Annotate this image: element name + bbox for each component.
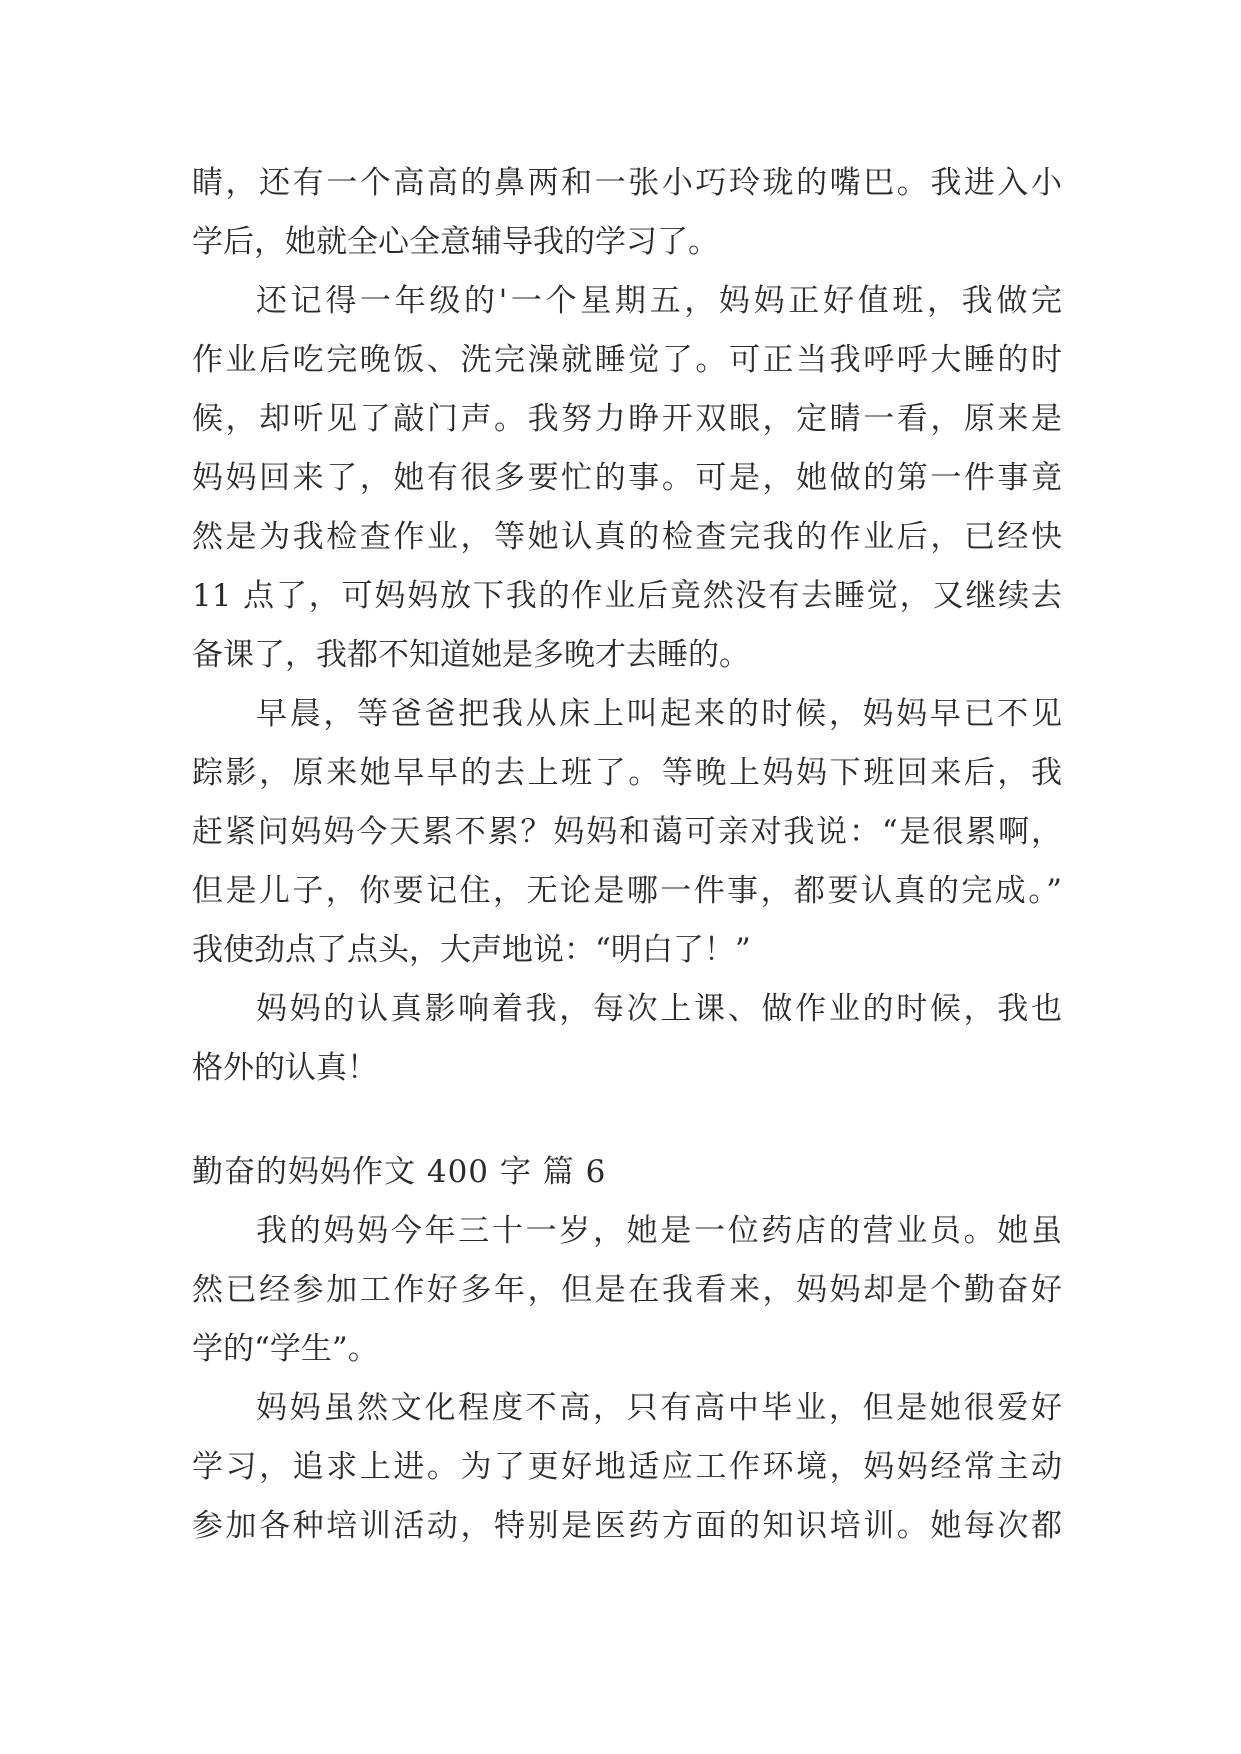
- paragraph-line: 备课了，我都不知道她是多晚才去睡的。: [192, 637, 750, 673]
- paragraph-line: 还记得一年级的'一个星期五，妈妈正好值班，我做完: [256, 283, 1062, 319]
- paragraph-line: 参加各种培训活动，特别是医药方面的知识培训。她每次都: [192, 1508, 1062, 1544]
- paragraph-line: 候，却听见了敲门声。我努力睁开双眼，定睛一看，原来是: [192, 401, 1062, 437]
- paragraph-line: 妈妈虽然文化程度不高，只有高中毕业，但是她很爱好: [256, 1390, 1062, 1426]
- paragraph-line: 睛，还有一个高高的鼻两和一张小巧玲珑的嘴巴。我进入小: [192, 165, 1062, 201]
- section-heading: 勤奋的妈妈作文 400 字 篇 6: [192, 1154, 607, 1190]
- paragraph-line: 我的妈妈今年三十一岁，她是一位药店的营业员。她虽: [256, 1213, 1062, 1249]
- paragraph-line: 格外的认真！: [192, 1050, 378, 1086]
- paragraph-line: 11 点了，可妈妈放下我的作业后竟然没有去睡觉，又继续去: [192, 578, 1062, 614]
- paragraph-line: 学的“学生”。: [192, 1331, 379, 1367]
- paragraph-line: 学习，追求上进。为了更好地适应工作环境，妈妈经常主动: [192, 1449, 1062, 1485]
- paragraph-line: 然是为我检查作业，等她认真的检查完我的作业后，已经快: [192, 519, 1062, 555]
- paragraph-line: 学后，她就全心全意辅导我的学习了。: [192, 224, 719, 260]
- paragraph-line: 然已经参加工作好多年，但是在我看来，妈妈却是个勤奋好: [192, 1272, 1062, 1308]
- paragraph-line: 妈妈的认真影响着我，每次上课、做作业的时候，我也: [256, 991, 1062, 1027]
- paragraph-line: 作业后吃完晚饭、洗完澡就睡觉了。可正当我呼呼大睡的时: [192, 342, 1062, 378]
- paragraph-line: 早晨，等爸爸把我从床上叫起来的时候，妈妈早已不见: [256, 696, 1062, 732]
- paragraph-line: 踪影，原来她早早的去上班了。等晚上妈妈下班回来后，我: [192, 755, 1062, 791]
- paragraph-line: 妈妈回来了，她有很多要忙的事。可是，她做的第一件事竟: [192, 460, 1062, 496]
- paragraph-line: 我使劲点了点头，大声地说：“明白了！”: [192, 932, 751, 968]
- paragraph-line: 但是儿子，你要记住，无论是哪一件事，都要认真的完成。”: [192, 873, 1062, 909]
- paragraph-line: 赶紧问妈妈今天累不累？妈妈和蔼可亲对我说：“是很累啊，: [192, 814, 1062, 850]
